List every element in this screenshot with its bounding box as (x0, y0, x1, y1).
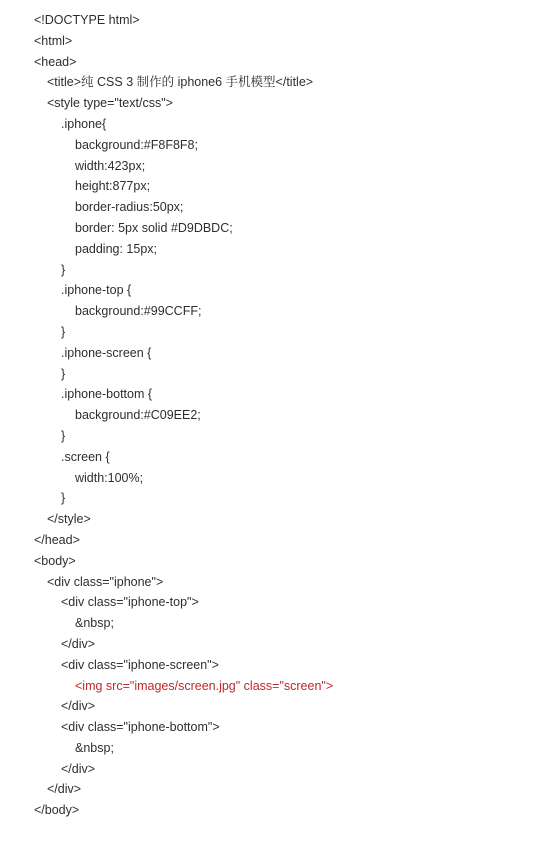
code-text: <body> (34, 553, 76, 568)
code-text: </body> (34, 803, 80, 818)
code-text: <div class="iphone-screen"> (61, 657, 219, 672)
code-text: &nbsp; (75, 740, 114, 755)
code-line (0, 447, 533, 468)
code-line (0, 239, 533, 260)
code-line (0, 135, 533, 156)
code-text: .iphone-bottom { (61, 387, 153, 402)
code-line (0, 156, 533, 177)
code-line (0, 468, 533, 489)
code-text: border-radius:50px; (75, 200, 184, 215)
code-text: background:#F8F8F8; (75, 137, 198, 152)
code-text: } (61, 262, 66, 277)
code-line (0, 572, 533, 593)
code-text: </div> (61, 761, 96, 776)
code-text: border: 5px solid #D9DBDC; (75, 220, 233, 235)
code-text: </div> (61, 699, 96, 714)
code-text: <!DOCTYPE html> (34, 13, 140, 27)
code-line (0, 717, 533, 738)
code-line (0, 72, 533, 93)
code-line (0, 197, 533, 218)
code-line (0, 676, 533, 697)
code-line (0, 426, 533, 447)
code-text: height:877px; (75, 179, 151, 194)
code-line (0, 93, 533, 114)
code-text: <img src="images/screen.jpg" class="screen"> (75, 678, 334, 693)
code-text: background:#99CCFF; (75, 304, 202, 319)
code-line (0, 509, 533, 530)
code-line (0, 592, 533, 613)
code-text: </div> (61, 636, 96, 651)
code-text: <style type="text/css"> (47, 96, 173, 111)
code-line (0, 52, 533, 73)
code-text: .screen { (61, 449, 110, 464)
code-line (0, 322, 533, 343)
code-line (0, 551, 533, 572)
code-line (0, 530, 533, 551)
code-text: <title>纯 CSS 3 制作的 iphone6 手机模型</title> (47, 75, 314, 90)
code-line (0, 364, 533, 385)
code-line (0, 280, 533, 301)
code-line (0, 176, 533, 197)
code-line (0, 10, 533, 31)
code-line (0, 301, 533, 322)
code-text: width:423px; (75, 158, 146, 173)
code-text: } (61, 491, 66, 506)
code-text: </div> (47, 782, 82, 797)
code-text: <div class="iphone"> (47, 574, 164, 589)
code-line (0, 218, 533, 239)
code-text: } (61, 324, 66, 339)
code-line (0, 488, 533, 509)
code-line (0, 655, 533, 676)
code-line (0, 738, 533, 759)
code-text: } (61, 366, 66, 381)
code-text: padding: 15px; (75, 241, 158, 256)
code-text: width:100%; (75, 470, 144, 485)
code-line (0, 696, 533, 717)
code-text: <head> (34, 54, 77, 69)
code-line (0, 114, 533, 135)
code-text: </style> (47, 512, 91, 527)
code-text: <div class="iphone-bottom"> (61, 720, 220, 735)
code-line (0, 384, 533, 405)
code-text: <html> (34, 33, 73, 48)
code-line (0, 260, 533, 281)
code-text: } (61, 428, 66, 443)
code-text: .iphone-screen { (61, 345, 152, 360)
code-line (0, 759, 533, 780)
code-text: .iphone{ (61, 116, 107, 131)
code-line (0, 405, 533, 426)
code-line (0, 634, 533, 655)
code-line (0, 800, 533, 821)
code-text: .iphone-top { (61, 283, 132, 298)
code-text: &nbsp; (75, 616, 114, 631)
code-text: </head> (34, 532, 80, 547)
code-text: <div class="iphone-top"> (61, 595, 199, 610)
code-line (0, 779, 533, 800)
code-text: background:#C09EE2; (75, 408, 201, 423)
code-line (0, 343, 533, 364)
code-line (0, 31, 533, 52)
code-listing (0, 10, 533, 821)
code-line (0, 613, 533, 634)
